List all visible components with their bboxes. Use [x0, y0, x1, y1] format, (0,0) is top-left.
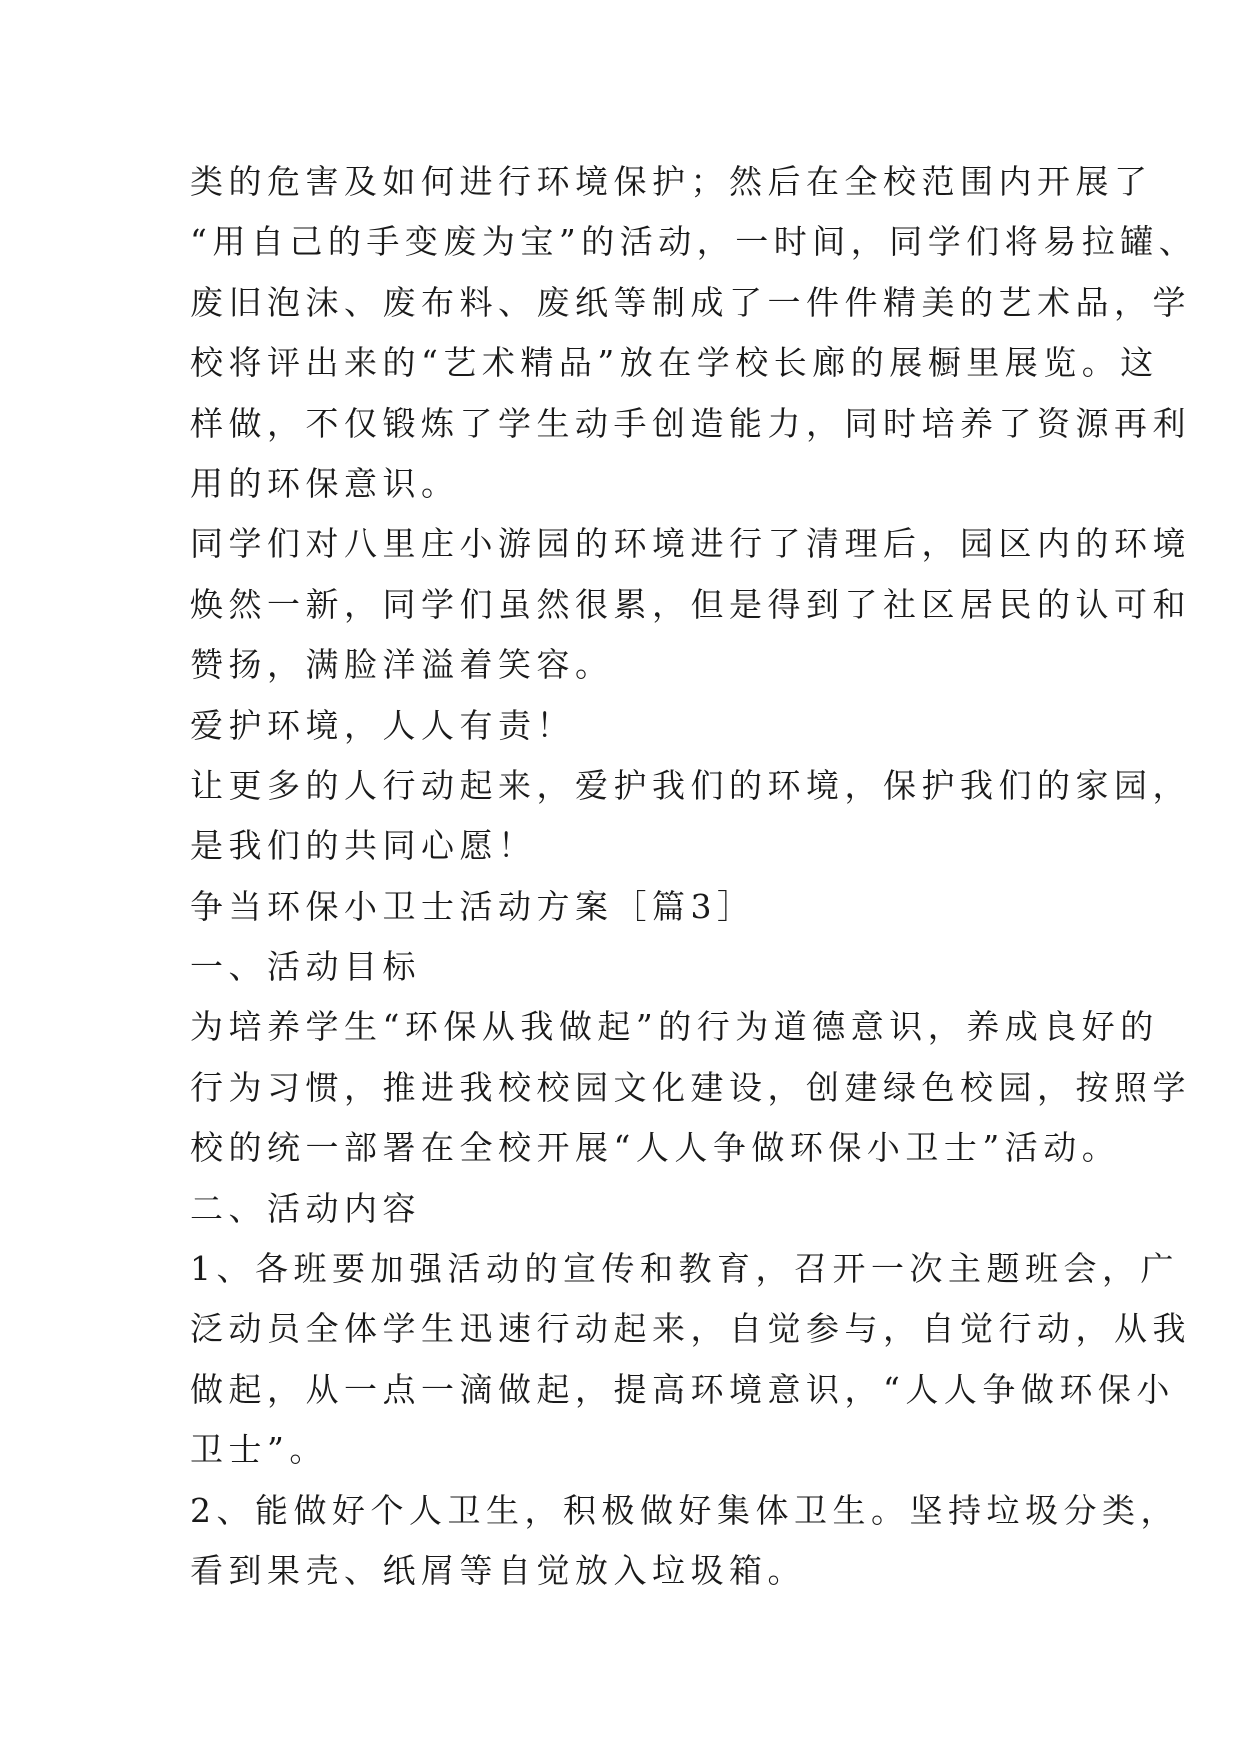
section-heading: 一、活动目标 — [190, 947, 421, 987]
text-line: 爱护环境，人人有责！ — [190, 705, 575, 745]
text-line: 样做，不仅锻炼了学生动手创造能力，同时培养了资源再利 — [190, 403, 1191, 443]
text-line: “用自己的手变废为宝”的活动，一时间，同学们将易拉罐、 — [190, 222, 1198, 262]
text-line: 类的危害及如何进行环境保护；然后在全校范围内开展了 — [190, 162, 1153, 201]
text-line: 做起，从一点一滴做起，提高环境意识，“人人争做环保小 — [190, 1369, 1175, 1409]
text-line: 泛动员全体学生迅速行动起来，自觉参与，自觉行动，从我 — [190, 1309, 1191, 1349]
document-body — [190, 152, 1198, 1601]
text-line: 校的统一部署在全校开展“人人争做环保小卫士”活动。 — [190, 1128, 1121, 1168]
text-line: 同学们对八里庄小游园的环境进行了清理后，园区内的环境 — [190, 524, 1191, 564]
text-line: 1、各班要加强活动的宣传和教育，召开一次主题班会，广 — [190, 1249, 1179, 1289]
text-line: 赞扬，满脸洋溢着笑容。 — [190, 645, 614, 685]
section-heading: 二、活动内容 — [190, 1188, 421, 1228]
text-line: 2、能做好个人卫生，积极做好集体卫生。坚持垃圾分类， — [190, 1490, 1179, 1530]
text-line: 是我们的共同心愿！ — [190, 826, 537, 866]
text-line: 焕然一新，同学们虽然很累，但是得到了社区居民的认可和 — [190, 584, 1191, 624]
text-line: 为培养学生“环保从我做起”的行为道德意识，养成良好的 — [190, 1007, 1159, 1047]
text-line: 让更多的人行动起来，爱护我们的环境，保护我们的家园， — [190, 765, 1191, 805]
text-line: 看到果壳、纸屑等自觉放入垃圾箱。 — [190, 1550, 806, 1590]
text-line: 校将评出来的“艺术精品”放在学校长廊的展橱里展览。这 — [190, 343, 1159, 383]
text-line: 废旧泡沫、废布料、废纸等制成了一件件精美的艺术品，学 — [190, 282, 1191, 322]
section-title: 争当环保小卫士活动方案［篇3］ — [190, 886, 756, 926]
text-line: 用的环保意识。 — [190, 463, 460, 503]
text-line: 行为习惯，推进我校校园文化建设，创建绿色校园，按照学 — [190, 1067, 1191, 1107]
text-line: 卫士”。 — [190, 1430, 328, 1470]
